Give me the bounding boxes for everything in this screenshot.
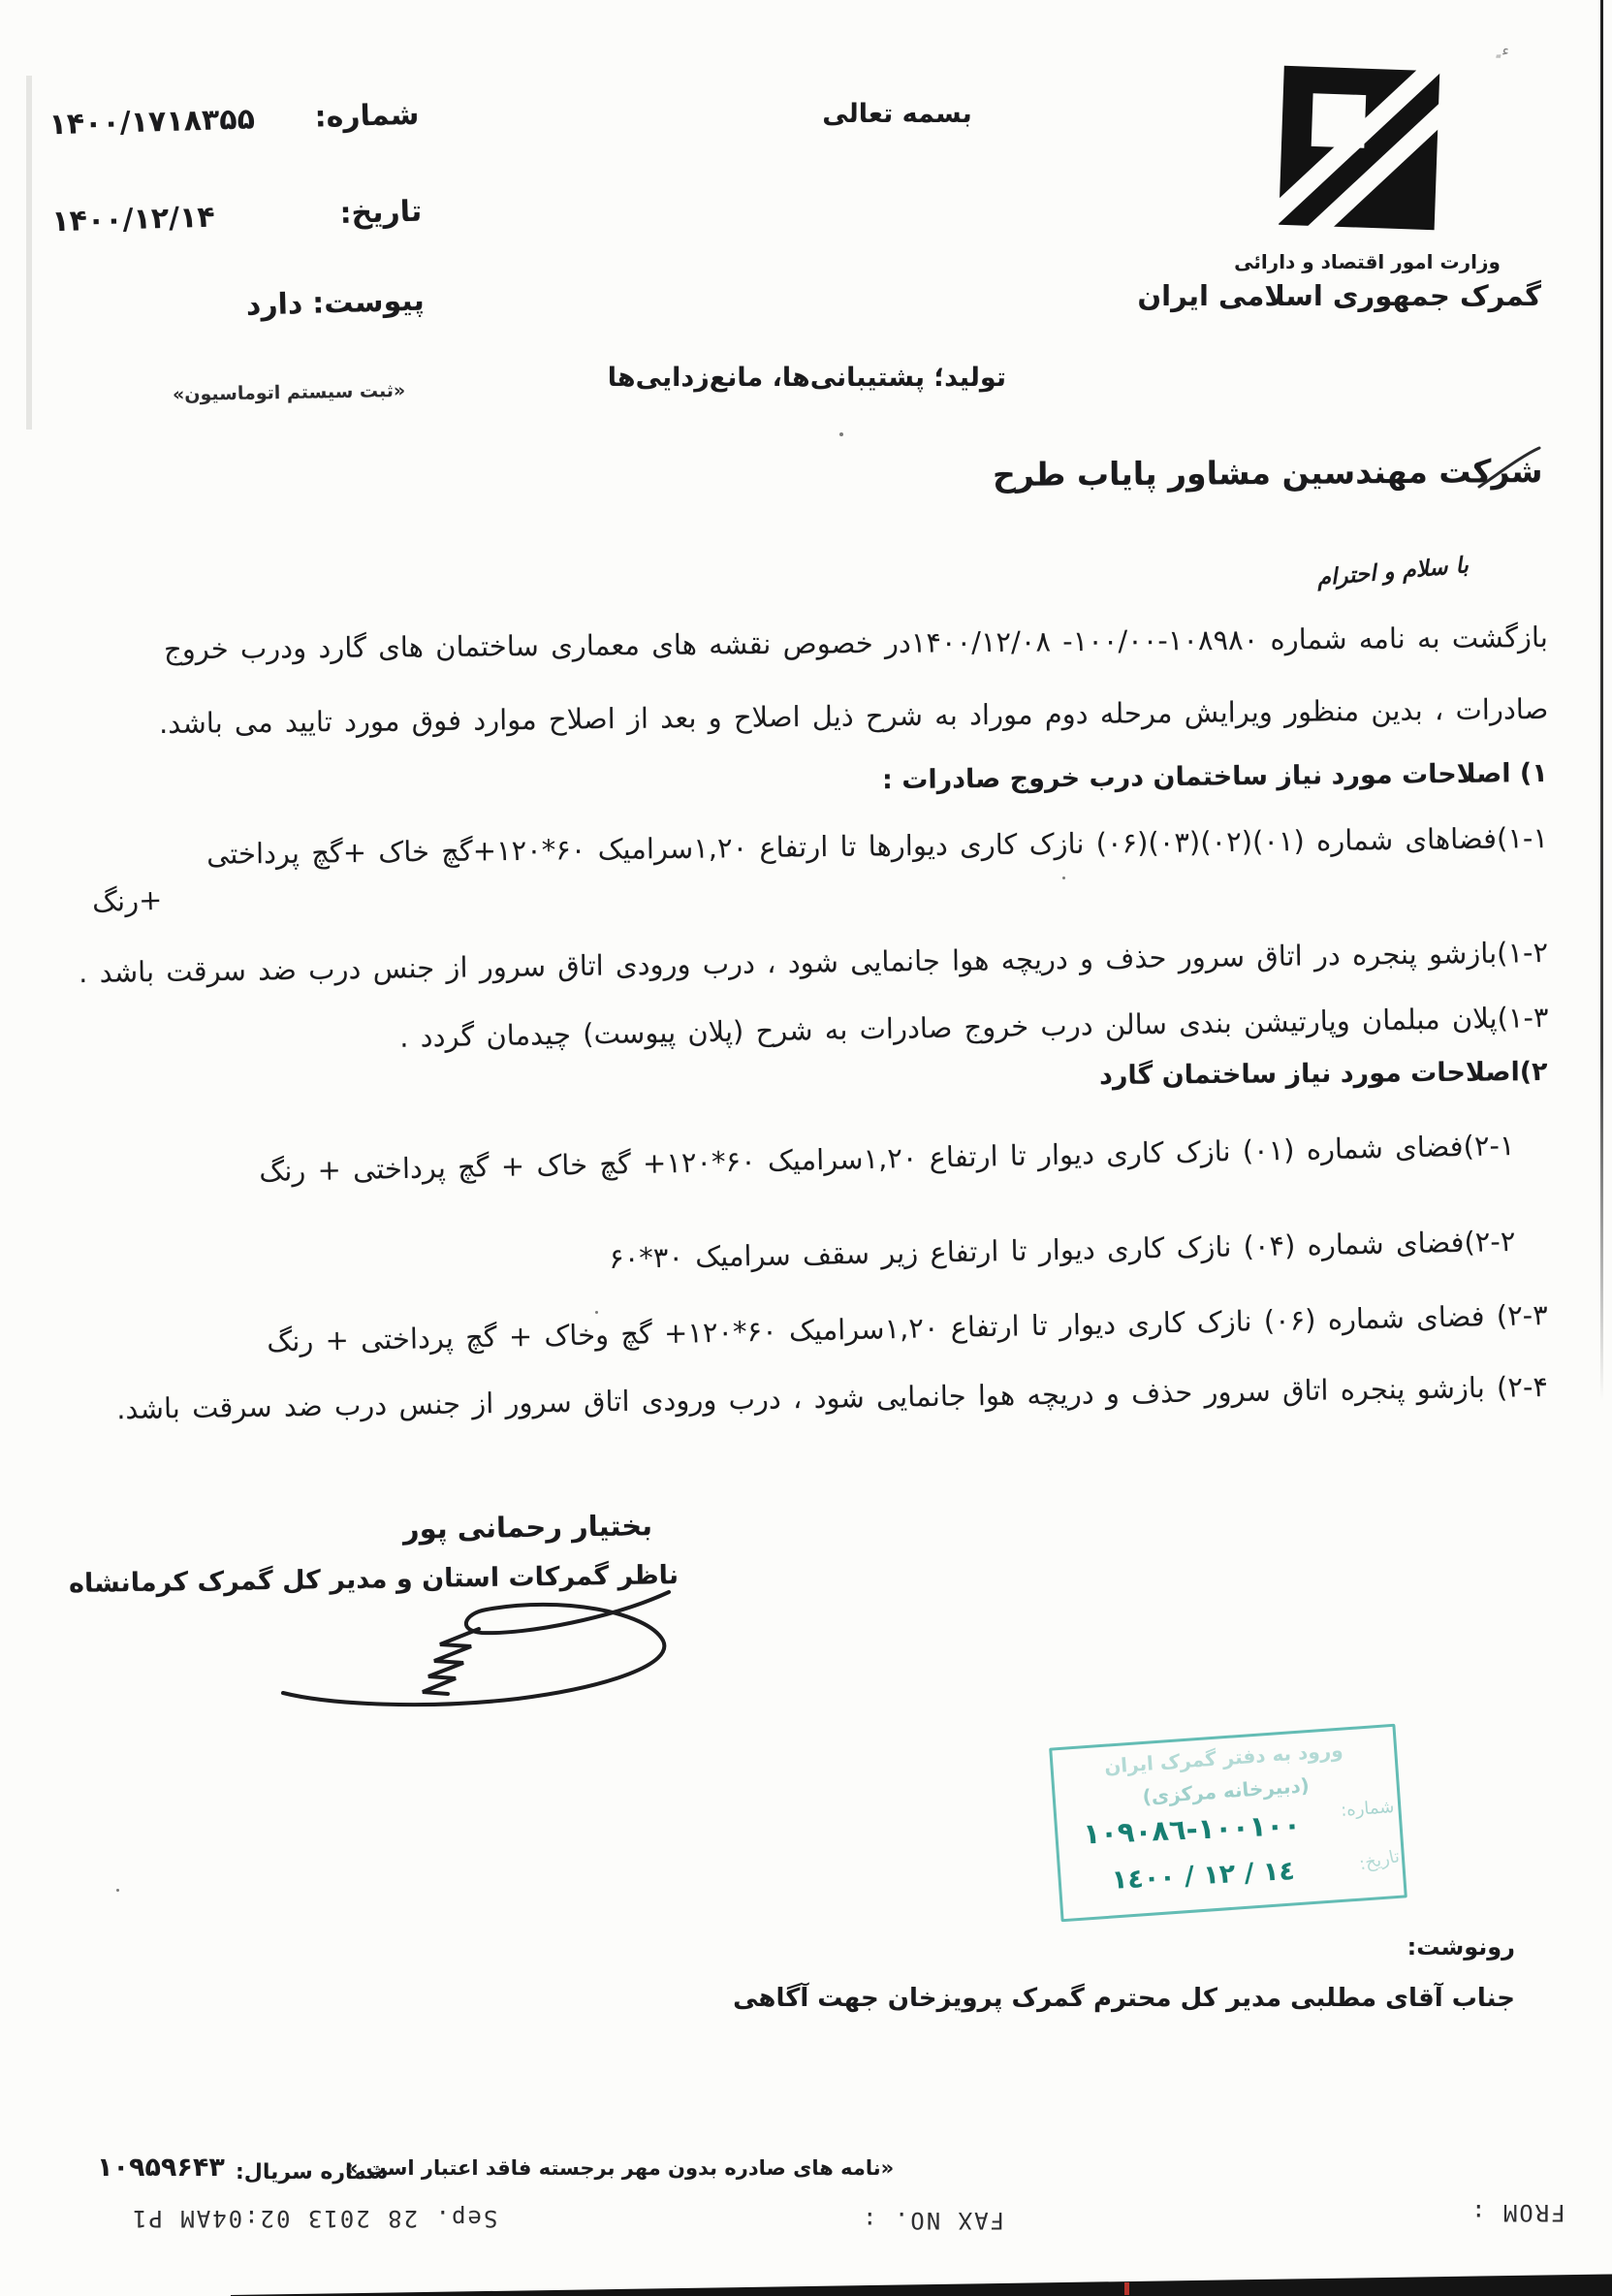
bismillah: بسمه تعالی xyxy=(822,99,972,129)
section-2-item-1: ۲-۱)فضای شماره (۰۱) نازک کاری دیوار تا ارتفاع ۱,۲۰سرامیک ۶۰*۱۲۰+ گچ خاک + گچ پرداختی + رنگ xyxy=(259,1129,1516,1189)
letter-number-row xyxy=(48,98,420,143)
copies-label: رونوشت: xyxy=(1407,1933,1515,1961)
secretariat-entry-stamp xyxy=(1049,1724,1407,1923)
validity-note: «نامه های صادره بدون مهر برجسته فاقد اعتبار است.» xyxy=(345,2156,895,2180)
scan-speck xyxy=(1062,877,1065,879)
letter-number-value: ۱۴۰۰/۱۷۱۸۳۵۵ xyxy=(48,102,256,143)
letter-attachment-label: پیوست: xyxy=(311,283,426,321)
ministry-name: وزارت امور اقتصاد و دارائی xyxy=(1234,250,1501,273)
automation-note: «ثبت سیستم اتوماسیون» xyxy=(172,379,406,406)
section-1-item-3: ۱-۳)پلان مبلمان وپارتیشن بندی سالن درب خروج صادرات به شرح (پلان پیوست) چیدمان گردد . xyxy=(398,1001,1549,1054)
signer-name: بختیار رحمانی پور xyxy=(402,1509,653,1546)
scan-speck xyxy=(595,1311,598,1314)
scan-pen-marks: ء ٍ xyxy=(1496,39,1512,61)
handwritten-salutation: با سلام و احترام xyxy=(1315,553,1470,591)
letter-attachment-value: دارد xyxy=(245,287,303,323)
body-line-1: بازگشت به نامه شماره ۱۰۸۹۸۰-۱۰۰/۰۰- ۱۴۰۰/۱۲/۰۸در خصوص نقشه های معماری ساختمان های گارد ودرب خروج xyxy=(164,621,1549,666)
section-2-item-4: ۲-۴) بازشو پنجره اتاق سرور حذف و دریچه هوا جانمایی شود ، درب ورودی اتاق سرور از جنس درب ضد سرقت باشد. xyxy=(115,1370,1549,1426)
customs-emblem-icon xyxy=(1258,48,1457,247)
national-slogan: تولید؛ پشتیبانی‌ها، مانع‌زدایی‌ها xyxy=(607,363,1006,393)
customs-emblem-svg xyxy=(1258,48,1457,247)
stamp-number-handwritten: ١٠٠١٠٠-١٠٩٠٨٦ xyxy=(1082,1807,1302,1851)
section-1-item-2: ۱-۲)بازشو پنجره در اتاق سرور حذف و دریچه هوا جانمایی شود ، درب ورودی اتاق سرور از جنس درب ضد سرقت باشد . xyxy=(78,936,1549,990)
letter-meta-block xyxy=(48,97,426,323)
recipient-line: شرکت مهندسین مشاور پایاب طرح xyxy=(992,452,1543,494)
copies-line: جناب آقای مطلبی مدیر کل محترم گمرک پرویزخان جهت آگاهی xyxy=(733,1984,1515,2013)
section-1-item-1: ۱-۱)فضاهای شماره (۰۱)(۰۲)(۰۳)(۰۶) نازک کاری دیوارها تا ارتفاع ۱,۲۰سرامیک ۶۰*۱۲۰+گچ خاک +گچ پرداختی xyxy=(205,821,1549,871)
fax-from-label: FROM : xyxy=(1470,2199,1565,2226)
letter-attachment-row xyxy=(53,284,425,329)
handwritten-signature xyxy=(273,1578,690,1734)
scan-shadow-bottom xyxy=(231,2273,1612,2296)
scan-speck xyxy=(116,1889,119,1892)
section-1-title: ۱) اصلاحات مورد نیاز ساختمان درب خروج صادرات : xyxy=(882,758,1549,796)
scan-edge-left xyxy=(26,76,32,430)
body-line-2: صادرات ، بدین منظور ویرایش مرحله دوم موراد به شرح ذیل اصلاح و بعد از اصلاح موارد فوق مورد تایید می باشد. xyxy=(158,692,1549,741)
stamp-date-label: تاریخ: xyxy=(1357,1846,1402,1875)
letter-date-value: ۱۴۰۰/۱۲/۱۴ xyxy=(50,200,216,239)
stamp-subtitle: (دبیرخانه مرکزی) xyxy=(1141,1773,1311,1809)
section-1-item-1-continuation: +رنگ xyxy=(91,882,163,919)
scan-red-tick xyxy=(1124,2282,1129,2295)
section-2-item-2: ۲-۲)فضای شماره (۰۴) نازک کاری دیوار تا ارتفاع زیر سقف سرامیک ۳۰*۶۰ xyxy=(608,1225,1516,1275)
stamp-date-handwritten: ١٤ / ١٢ / ١٤٠٠ xyxy=(1111,1855,1296,1896)
scan-speck xyxy=(839,432,843,436)
scan-edge-right xyxy=(1600,0,1603,1401)
letter-date-row xyxy=(51,195,423,239)
signer-title: ناظر گمرکات استان و مدیر کل گمرک کرمانشاه xyxy=(68,1560,680,1599)
fax-timestamp: Sep. 28 2013 02:04AM P1 xyxy=(131,2205,498,2232)
stamp-title: ورود به دفتر گمرک ایران xyxy=(1103,1738,1344,1778)
letter-date-label: تاریخ: xyxy=(339,194,423,231)
fax-number-label: FAX NO. : xyxy=(861,2207,1005,2234)
letter-number-label: شماره: xyxy=(314,97,420,135)
serial-value: ۱۰۹۵۹۶۴۳ xyxy=(97,2152,225,2183)
section-2-item-3: ۲-۳) فضای شماره (۰۶) نازک کاری دیوار تا ارتفاع ۱,۲۰سرامیک ۶۰*۱۲۰+ گچ وخاک + گچ پرداختی + رنگ xyxy=(267,1298,1549,1358)
section-2-title: ۲)اصلاحات مورد نیاز ساختمان گارد xyxy=(1099,1057,1549,1092)
organization-name: گمرک جمهوری اسلامی ایران xyxy=(1137,279,1541,312)
stamp-number-label: شماره: xyxy=(1340,1797,1395,1821)
pen-flourish-mark xyxy=(1475,444,1543,493)
serial-label: شماره سریال: xyxy=(236,2160,389,2184)
